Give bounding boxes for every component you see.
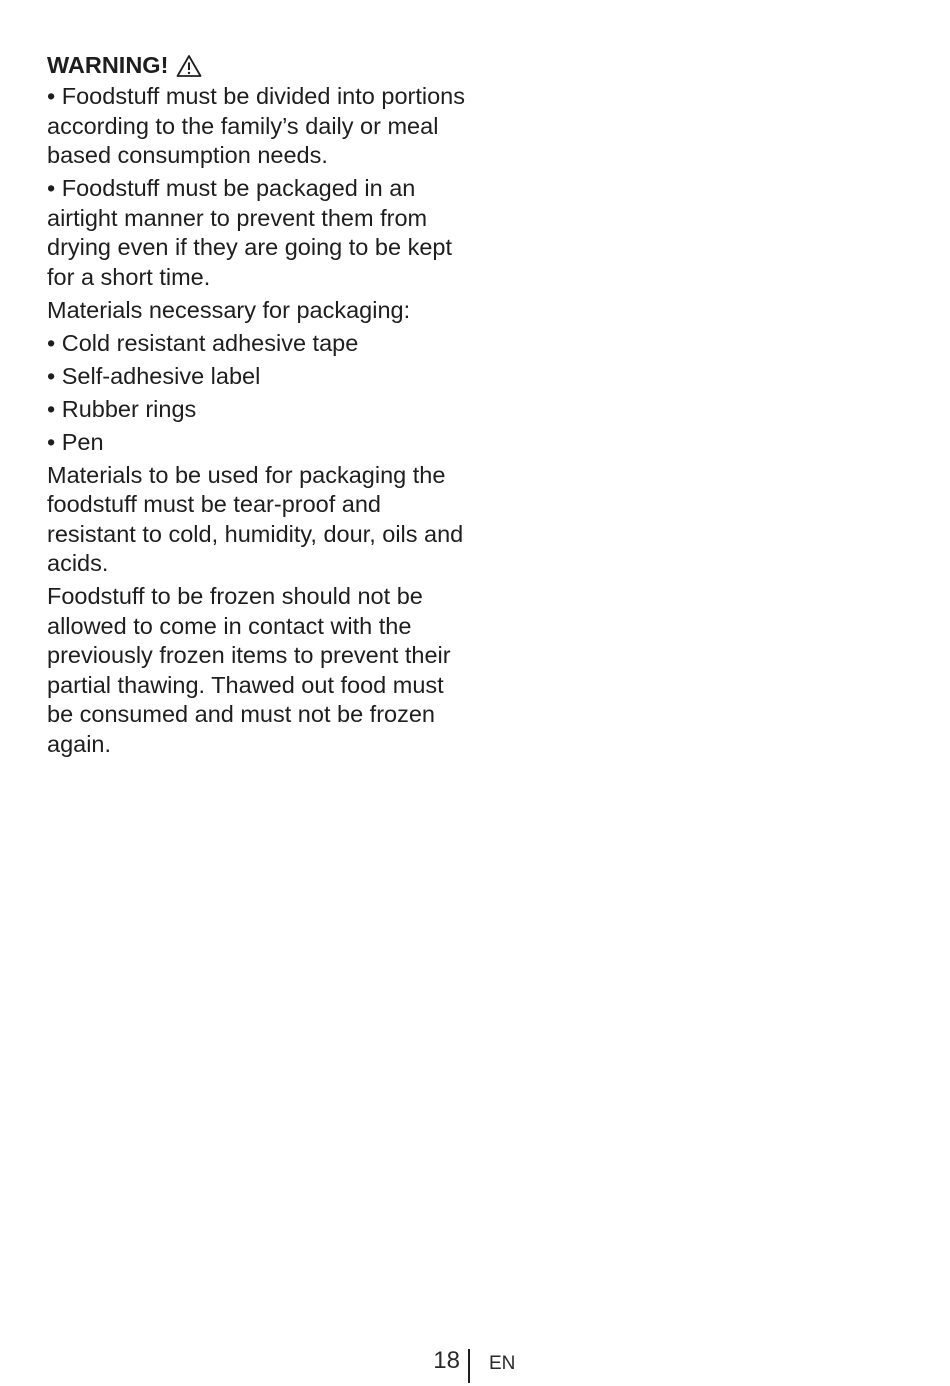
- warning-triangle-icon: [176, 54, 202, 78]
- bullet-portions: • Foodstuff must be divided into portions according to the family’s daily or meal based consumption needs.: [47, 83, 465, 168]
- content-column: [47, 50, 467, 763]
- materials-requirements: Materials to be used for packaging the foodstuff must be tear-proof and resistant to cold, humidity, dour, oils and acids.: [47, 461, 464, 576]
- bullet-airtight: • Foodstuff must be packaged in an airtight manner to prevent them from drying even if they are going to be kept for a short time.: [47, 175, 452, 290]
- page-footer: [0, 1346, 950, 1386]
- warning-heading: [47, 50, 467, 82]
- page-number: 18: [433, 1347, 460, 1374]
- footer-divider: [468, 1349, 470, 1383]
- warning-title: WARNING!: [47, 52, 169, 79]
- bullet-tape: • Cold resistant adhesive tape: [47, 329, 359, 356]
- materials-heading: Materials necessary for packaging:: [47, 296, 411, 323]
- bullet-rings: • Rubber rings: [47, 395, 197, 422]
- frozen-contact-note: Foodstuff to be frozen should not be allowed to come in contact with the previously frozen items to prevent their partial thawing. Thawed out food must be consumed and must not be frozen again.: [47, 583, 451, 757]
- bullet-pen: • Pen: [47, 428, 104, 455]
- language-code: EN: [489, 1353, 516, 1374]
- bullet-label: • Self-adhesive label: [47, 362, 261, 389]
